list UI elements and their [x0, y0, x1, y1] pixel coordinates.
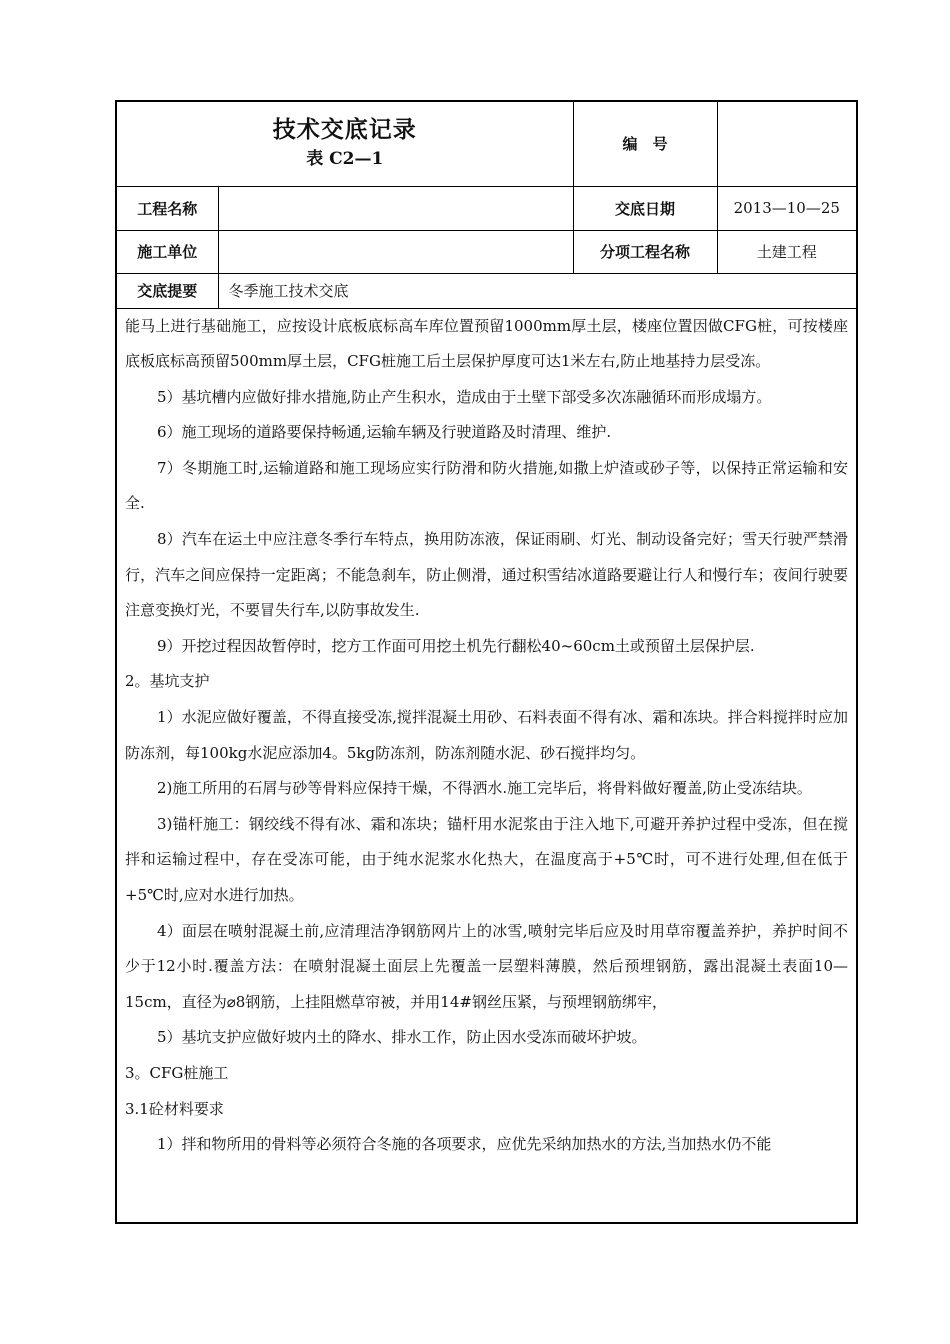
paragraph: 8）汽车在运土中应注意冬季行车特点，换用防冻液，保证雨刷、灯光、制动设备完好；雪天行驶严禁滑行，汽车之间应保持一定距离；不能急刹车，防止侧滑，通过积雪结冰道路要避让行人和慢行车；夜间行驶要注意变换灯光，不要冒失行车,以防事故发生.	[125, 530, 848, 620]
date-value[interactable]: 2013—10—25	[717, 186, 856, 230]
paragraph: 9）开挖过程因故暂停时，挖方工作面可用挖土机先行翻松40~60cm土或预留土层保护层.	[157, 636, 755, 655]
paragraph: 1）拌和物所用的骨料等必须符合冬施的各项要求，应优先采纳加热水的方法,当加热水仍不能	[157, 1135, 772, 1154]
number-label: 编 号	[573, 102, 717, 186]
content-body	[117, 309, 856, 1163]
section-heading: 3。CFG桩施工	[125, 1063, 229, 1082]
date-label: 交底日期	[573, 186, 717, 230]
summary-value[interactable]: 冬季施工技术交底	[218, 273, 856, 308]
project-name-value[interactable]	[218, 186, 573, 230]
record-form	[115, 100, 858, 1224]
construction-unit-value[interactable]	[218, 230, 573, 273]
paragraph: 5）基坑槽内应做好排水措施,防止产生积水，造成由于土壁下部受多次冻融循环而形成塌方。	[157, 387, 772, 406]
title-cell	[117, 102, 573, 186]
paragraph: 2)施工所用的石屑与砂等骨料应保持干燥，不得洒水.施工完毕后，将骨料做好覆盖,防止受冻结块。	[157, 779, 812, 798]
project-name-label: 工程名称	[117, 186, 218, 230]
summary-label: 交底提要	[117, 273, 218, 308]
subsection-heading: 3.1砼材料要求	[125, 1099, 224, 1118]
paragraph: 5）基坑支护应做好坡内土的降水、排水工作，防止因水受冻而破坏护坡。	[157, 1028, 647, 1047]
paragraph: 7）冬期施工时,运输道路和施工现场应实行防滑和防火措施,如撒上炉渣或砂子等，以保持正常运输和安全.	[125, 458, 848, 513]
document-title: 技术交底记录	[272, 115, 417, 143]
paragraph: 能马上进行基础施工，应按设计底板底标高车库位置预留1000mm厚土层，楼座位置因做CFG桩，可按楼座底板底标高预留500mm厚土层，CFG桩施工后土层保护厚度可达1米左右,防止地基持力层受冻。	[125, 316, 848, 371]
section-heading: 2。基坑支护	[125, 672, 210, 691]
subitem-value[interactable]: 土建工程	[717, 230, 856, 273]
subitem-label: 分项工程名称	[573, 230, 717, 273]
header-table	[117, 102, 856, 309]
paragraph: 1）水泥应做好覆盖，不得直接受冻,搅拌混凝土用砂、石料表面不得有冰、霜和冻块。拌合料搅拌时应加防冻剂，每100kg水泥应添加4。5kg防冻剂，防冻剂随水泥、砂石搅拌均匀。	[125, 708, 848, 762]
form-number: 表 C2—1	[306, 148, 384, 169]
paragraph: 4）面层在喷射混凝土前,应清理洁净钢筋网片上的冰雪,喷射完毕后应及时用草帘覆盖养护，养护时间不少于12小时.覆盖方法：在喷射混凝土面层上先覆盖一层塑料薄膜，然后预埋钢筋，露出混凝土表面10—15cm，直径为⌀8钢筋，上挂阻燃草帘被，并用14#钢丝压紧，与预埋钢筋绑牢，	[125, 921, 848, 1011]
paragraph: 6）施工现场的道路要保持畅通,运输车辆及行驶道路及时清理、维护.	[157, 423, 612, 442]
paragraph: 3)锚杆施工：钢绞线不得有冰、霜和冻块；锚杆用水泥浆由于注入地下,可避开养护过程中受冻，但在搅拌和运输过程中，存在受冻可能，由于纯水泥浆水化热大，在温度高于+5℃时，可不进行处理,但在低于+5℃时,应对水进行加热。	[125, 814, 848, 904]
construction-unit-label: 施工单位	[117, 230, 218, 273]
number-value[interactable]	[717, 102, 856, 186]
